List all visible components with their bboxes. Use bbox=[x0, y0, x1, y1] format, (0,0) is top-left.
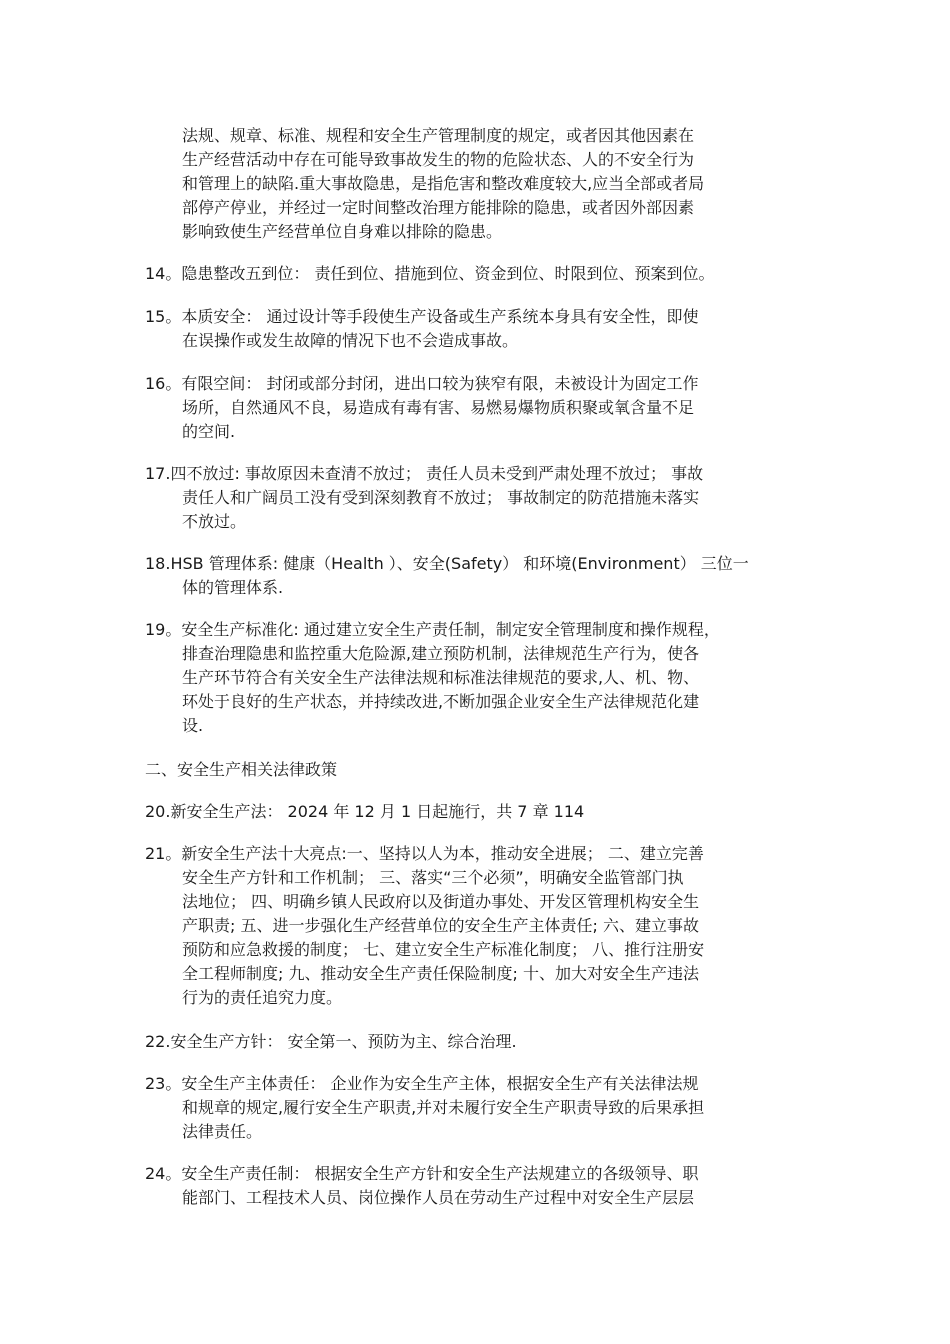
text-line: 15。本质安全： 通过设计等手段使生产设备或生产系统本身具有安全性，即使 bbox=[145, 307, 699, 326]
text-line: 责任人和广阔员工没有受到深刻教育不放过； 事故制定的防范措施未落实 bbox=[182, 488, 700, 507]
text-line: 法律责任。 bbox=[182, 1122, 263, 1141]
text-line: 行为的责任追究力度。 bbox=[182, 988, 343, 1007]
paragraph-20 bbox=[145, 800, 815, 824]
text-line: 24。安全生产责任制： 根据安全生产方针和安全生产法规建立的各级领导、职 bbox=[145, 1164, 699, 1183]
text-line: 不放过。 bbox=[182, 512, 247, 531]
text-line: 21。新安全生产法十大亮点:一、坚持以人为本，推动安全进展； 二、建立完善 bbox=[145, 844, 704, 863]
text-line: 法规、规章、标准、规程和安全生产管理制度的规定，或者因其他因素在 bbox=[182, 126, 695, 145]
text-line: 全工程师制度; 九、推动安全生产责任保险制度; 十、加大对安全生产违法 bbox=[182, 964, 699, 983]
text-line: 法地位； 四、明确乡镇人民政府以及街道办事处、开发区管理机构安全生 bbox=[182, 892, 700, 911]
text-line: 生产环节符合有关安全生产法律法规和标准法律规范的要求,人、机、物、 bbox=[182, 668, 700, 687]
text-line: 能部门、工程技术人员、岗位操作人员在劳动生产过程中对安全生产层层 bbox=[182, 1188, 695, 1207]
paragraph-16 bbox=[145, 372, 815, 444]
paragraph-21 bbox=[145, 842, 815, 1010]
paragraph-14 bbox=[145, 262, 815, 286]
text-line: 安全生产方针和工作机制； 三、落实“三个必须”，明确安全监管部门执 bbox=[182, 868, 684, 887]
paragraph-18 bbox=[145, 552, 815, 600]
text-line: 19。安全生产标准化: 通过建立安全生产责任制，制定安全管理制度和操作规程， bbox=[145, 620, 720, 639]
text-line: 生产经营活动中存在可能导致事故发生的物的危险状态、人的不安全行为 bbox=[182, 150, 695, 169]
text-line: 和规章的规定,履行安全生产职责,并对未履行安全生产职责导致的后果承担 bbox=[182, 1098, 705, 1117]
paragraph-19 bbox=[145, 618, 815, 738]
heading-text: 二、安全生产相关法律政策 bbox=[145, 760, 338, 779]
text-line: 16。有限空间： 封闭或部分封闭，进出口较为狭窄有限，未被设计为固定工作 bbox=[145, 374, 699, 393]
text-line: 设. bbox=[182, 716, 204, 735]
text-line: 在误操作或发生故障的情况下也不会造成事故。 bbox=[182, 331, 519, 350]
text-line: 场所，自然通风不良，易造成有毒有害、易燃易爆物质积聚或氧含量不足 bbox=[182, 398, 695, 417]
text-line: 23。安全生产主体责任： 企业作为安全生产主体，根据安全生产有关法律法规 bbox=[145, 1074, 699, 1093]
paragraph-23 bbox=[145, 1072, 815, 1144]
text-line: 14。隐患整改五到位： 责任到位、措施到位、资金到位、时限到位、预案到位。 bbox=[145, 264, 715, 283]
text-line: 18.HSB 管理体系: 健康（Health ）、安全(Safety） 和环境(Environment） 三位一 bbox=[145, 554, 749, 573]
text-line: 的空间. bbox=[182, 422, 236, 441]
paragraph-24 bbox=[145, 1162, 815, 1210]
text-line: 环处于良好的生产状态，并持续改进,不断加强企业安全生产法律规范化建 bbox=[182, 692, 700, 711]
paragraph-22 bbox=[145, 1030, 815, 1054]
text-line: 排查治理隐患和监控重大危险源,建立预防机制，法律规范生产行为，使各 bbox=[182, 644, 700, 663]
text-line: 22.安全生产方针： 安全第一、预防为主、综合治理. bbox=[145, 1032, 517, 1051]
text-line: 预防和应急救援的制度； 七、建立安全生产标准化制度； 八、推行注册安 bbox=[182, 940, 705, 959]
text-line: 17.四不放过: 事故原因未查清不放过； 责任人员未受到严肃处理不放过； 事故 bbox=[145, 464, 704, 483]
paragraph-15 bbox=[145, 305, 815, 353]
text-line: 体的管理体系. bbox=[182, 578, 284, 597]
paragraph-13-continuation bbox=[145, 124, 815, 244]
text-line: 部停产停业，并经过一定时间整改治理方能排除的隐患，或者因外部因素 bbox=[182, 198, 695, 217]
section-heading bbox=[145, 758, 815, 782]
paragraph-17 bbox=[145, 462, 815, 534]
text-line: 产职责; 五、进一步强化生产经营单位的安全生产主体责任; 六、建立事故 bbox=[182, 916, 699, 935]
text-line: 影响致使生产经营单位自身难以排除的隐患。 bbox=[182, 222, 503, 241]
text-line: 20.新安全生产法： 2024 年 12 月 1 日起施行，共 7 章 114 bbox=[145, 802, 585, 821]
text-line: 和管理上的缺陷.重大事故隐患，是指危害和整改难度较大,应当全部或者局 bbox=[182, 174, 705, 193]
